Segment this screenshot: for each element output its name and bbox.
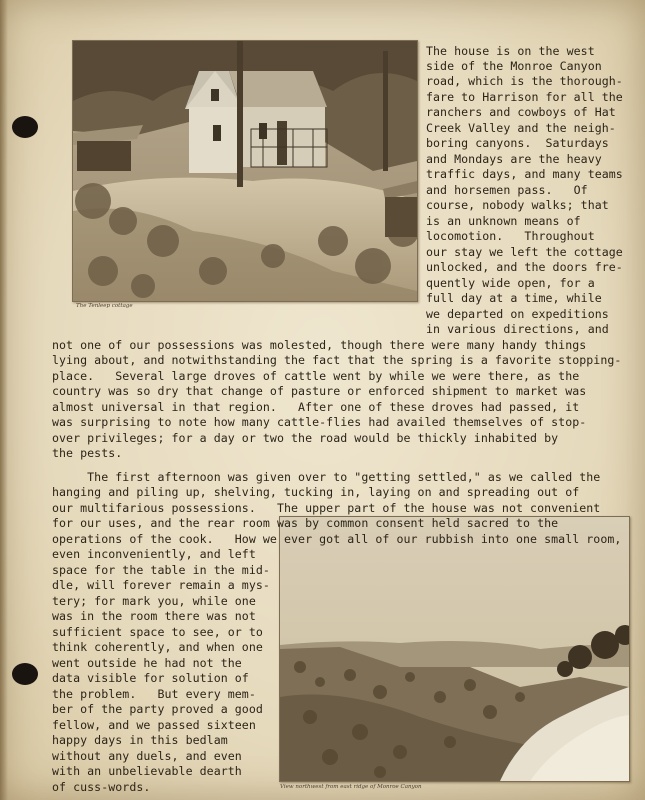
text-line: data visible for solution of <box>52 671 249 685</box>
text-line: hanging and piling up, shelving, tucking in, laying on and spreading out of <box>52 485 580 499</box>
text-line: boring canyons. Saturdays <box>426 136 609 150</box>
text-line: we departed on expeditions <box>426 307 609 321</box>
text-line: locomotion. Throughout <box>426 229 595 243</box>
text-line: was in the room there was not <box>52 609 256 623</box>
text-line: sufficient space to see, or to <box>52 625 263 639</box>
text-line: traffic days, and many teams <box>426 167 623 181</box>
text-line: The house is on the west <box>426 44 595 58</box>
text-line: even inconveniently, and left <box>52 547 256 561</box>
text-line: almost universal in that region. After one of these droves had passed, it <box>52 400 580 414</box>
text-line: The first afternoon was given over to "getting settled," as we called the <box>52 470 601 484</box>
text-line: not one of our possessions was molested, though there were many handy things <box>52 338 587 352</box>
text-line: was surprising to note how many cattle-flies had availed themselves of stop- <box>52 415 587 429</box>
text-line: full day at a time, while <box>426 291 602 305</box>
canyon-photo <box>279 516 630 782</box>
text-line: unlocked, and the doors fre- <box>426 260 623 274</box>
text-line: our multifarious possessions. The upper part of the house was not convenient <box>52 501 601 515</box>
text-line: space for the table in the mid- <box>52 563 270 577</box>
text-line: happy days in this bedlam <box>52 733 228 747</box>
text-line: fellow, and we passed sixteen <box>52 718 256 732</box>
text-line: place. Several large droves of cattle went by while we were there, as the <box>52 369 580 383</box>
text-line: without any duels, and even <box>52 749 242 763</box>
cottage-photo-caption: The Tenleep cottage <box>76 303 133 309</box>
text-line: operations of the cook. How we ever got all of our rubbish into one small room, <box>52 532 622 546</box>
canyon-photo-caption: View northwest from east ridge of Monroe Canyon <box>280 784 422 790</box>
text-line: Creek Valley and the neigh- <box>426 121 616 135</box>
text-line: our stay we left the cottage <box>426 245 623 259</box>
text-line: lying about, and notwithstanding the fact that the spring is a favorite stopping- <box>52 353 622 367</box>
text-line: with an unbelievable dearth <box>52 764 242 778</box>
text-line: country was so dry that change of pasture or enforced shipment to market was <box>52 384 587 398</box>
text-line: side of the Monroe Canyon <box>426 59 602 73</box>
text-line: of cuss-words. <box>52 780 151 794</box>
page-edge-shadow <box>0 0 8 800</box>
text-line: tery; for mark you, while one <box>52 594 256 608</box>
binder-hole-top <box>12 116 38 138</box>
text-line: for our uses, and the rear room was by common consent held sacred to the <box>52 516 559 530</box>
text-line: ber of the party proved a good <box>52 702 263 716</box>
text-line: road, which is the thorough- <box>426 74 623 88</box>
binder-hole-bottom <box>12 663 38 685</box>
text-line: the problem. But every mem- <box>52 687 256 701</box>
text-line: quently wide open, for a <box>426 276 595 290</box>
text-line: fare to Harrison for all the <box>426 90 623 104</box>
text-line: and horsemen pass. Of <box>426 183 588 197</box>
text-line: is an unknown means of <box>426 214 581 228</box>
text-line: went outside he had not the <box>52 656 242 670</box>
text-line: the pests. <box>52 446 123 460</box>
text-line: over privileges; for a day or two the road would be thickly inhabited by <box>52 431 559 445</box>
text-line: ranchers and cowboys of Hat <box>426 105 616 119</box>
text-line: in various directions, and <box>426 322 609 336</box>
text-line: and Mondays are the heavy <box>426 152 602 166</box>
text-line: think coherently, and when one <box>52 640 263 654</box>
text-line: course, nobody walks; that <box>426 198 609 212</box>
text-line: dle, will forever remain a mys- <box>52 578 270 592</box>
cottage-photo <box>72 40 418 302</box>
